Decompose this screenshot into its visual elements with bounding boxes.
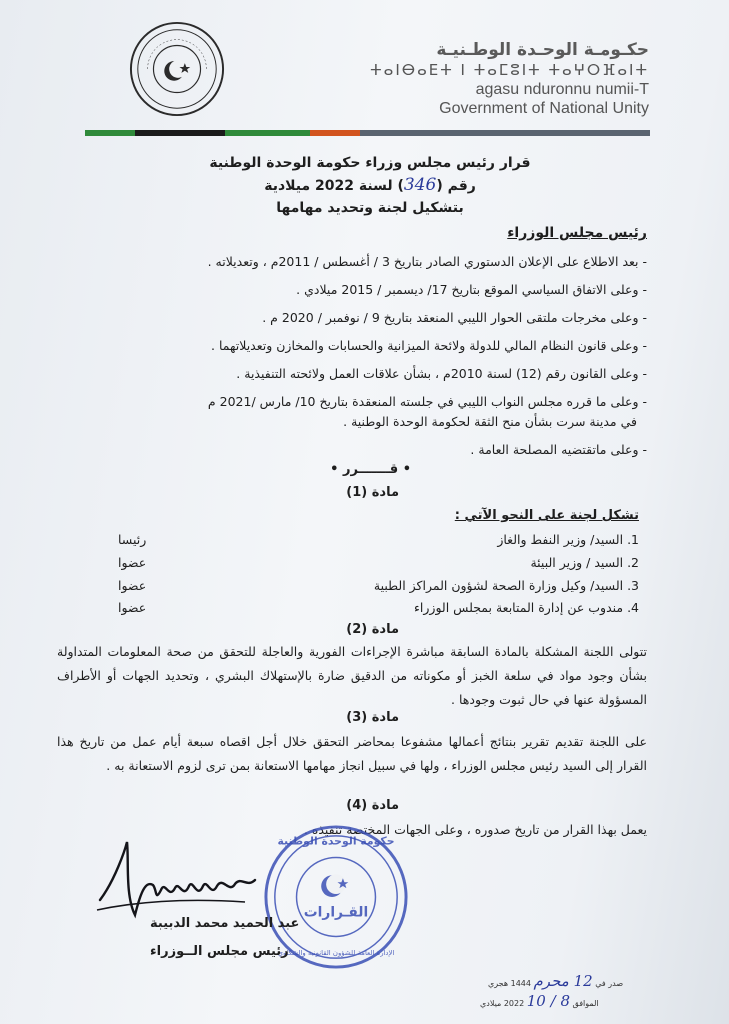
issued-hijri-handwritten: 12 محرم <box>533 972 593 990</box>
gov-name-amazigh-latin: agasu nduronnu numii-T <box>475 81 649 98</box>
recital-line: - وعلى ماتقتضيه المصلحة العامة . <box>470 442 647 457</box>
article-3-text: على اللجنة تقديم تقرير بنتائج أعمالها مشفوعا بمحاضر التحقق خلال أجل اقصاه سبعة أيام عمل من تاريخ هذا القرار إلى السيد رئيس مجلس الوزراء ، ولها في سبيل انجاز مهامها الاستعانة بمن ترى لزوم الاستعانة به . <box>57 734 647 773</box>
recital-line: - وعلى قانون النظام المالي للدولة ولائحة الميزانية والحسابات والمخازن وتعديلاتهما . <box>211 338 647 353</box>
decision-number-handwritten: 346 <box>403 175 437 195</box>
decision-title <box>170 152 570 219</box>
corresponding-date: الموافق 8 / 10 2022 ميلادي <box>480 992 599 1010</box>
article-1-intro: تشكل لجنة على النحو الآتي : <box>454 508 639 523</box>
committee-member: 1. السيد/ وزير النفط والغاز <box>497 532 639 547</box>
article-2-text: تتولى اللجنة المشكلة بالمادة السابقة مباشرة الإجراءات الفورية والعاجلة للتحقق من صحة المعلومات المتداولة بشأن وجود مواد في سلعة الخبز أو مكوناته من الدقيق ضارة بالإستهلاك البشري ، وتحديد الجهات أو الأطراف المسؤولة عنها في حال ثبوت وجودها . <box>57 644 647 707</box>
decided-heading: • قـــــــرر • <box>330 462 411 477</box>
committee-member: 3. السيد/ وكيل وزارة الصحة لشؤون المراكز الطبية <box>373 578 639 593</box>
section-heading: رئيس مجلس الوزراء <box>507 225 647 241</box>
article-3-heading: مادة (3) <box>346 710 399 725</box>
stamp-top-text: حكومة الوحدة الوطنية <box>277 834 395 848</box>
committee-role: رئيسا <box>118 532 147 547</box>
stamp-bottom-text: الإدارة العامة للشؤون القانونية والشكاوي <box>277 949 395 958</box>
gregorian-handwritten: 8 / 10 <box>526 992 570 1010</box>
recital-line: - وعلى مخرجات ملتقى الحوار الليبي المنعقد بتاريخ 9 / نوفمبر / 2020 م . <box>262 310 647 325</box>
committee-member: 2. السيد / وزير البيئة <box>530 555 639 570</box>
stamp-center-text: القـرارات <box>303 904 369 921</box>
gov-name-english: Government of National Unity <box>439 100 649 117</box>
committee-role: عضوا <box>118 578 147 593</box>
decision-subject: بتشكيل لجنة وتحديد مهامها <box>276 200 464 216</box>
recital-line: - وعلى ما قرره مجلس النواب الليبي في جلسته المنعقدة بتاريخ 10/ مارس /2021 م <box>207 394 647 409</box>
committee-member: 4. مندوب عن إدارة المتابعة بمجلس الوزراء <box>414 600 639 615</box>
signatory-title: رئيس مجلس الــوزراء <box>150 944 289 959</box>
article-1-heading: مادة (1) <box>346 485 399 500</box>
committee-role: عضوا <box>118 555 147 570</box>
letterhead-color-stripe <box>85 130 650 136</box>
recital-line: - وعلى القانون رقم (12) لسنة 2010م ، بشأن علاقات العمل ولائحته التنفيذية . <box>236 366 647 381</box>
committee-role: عضوا <box>118 600 147 615</box>
article-4-text: يعمل بهذا القرار من تاريخ صدوره ، وعلى الجهات المختصة تنفيذه . <box>303 822 647 837</box>
issued-date: صدر في 12 محرم 1444 هجري <box>488 972 624 990</box>
recital-line: - بعد الاطلاع على الإعلان الدستوري الصادر بتاريخ 3 / أغسطس / 2011م ، وتعديلاته . <box>207 254 647 269</box>
gov-name-arabic: حكـومـة الوحـدة الوطـنيـة <box>436 40 649 60</box>
decision-number-line: رقم (346) لسنة 2022 ميلادية <box>264 175 476 195</box>
government-seal-icon <box>128 20 226 118</box>
signatory-name: عبد الحميد محمد الدبيبة <box>150 916 300 931</box>
article-2-heading: مادة (2) <box>346 622 399 637</box>
recital-line: في مدينة سرت بشأن منح الثقة لحكومة الوحدة الوطنية . <box>343 414 637 429</box>
gov-name-tifinagh: ⵜⴰⵏⴱⴰⴹⵜ ⵏ ⵜⴰⵎⵓⵏⵜ ⵜⴰⵖⵔⴼⴰⵏⵜ <box>370 61 649 79</box>
decision-title-line: قرار رئيس مجلس وزراء حكومة الوحدة الوطنية <box>209 155 531 171</box>
article-4-heading: مادة (4) <box>346 798 399 813</box>
government-letterhead <box>349 40 649 118</box>
recital-line: - وعلى الاتفاق السياسي الموقع بتاريخ 17/ ديسمبر / 2015 ميلادي . <box>296 282 647 297</box>
